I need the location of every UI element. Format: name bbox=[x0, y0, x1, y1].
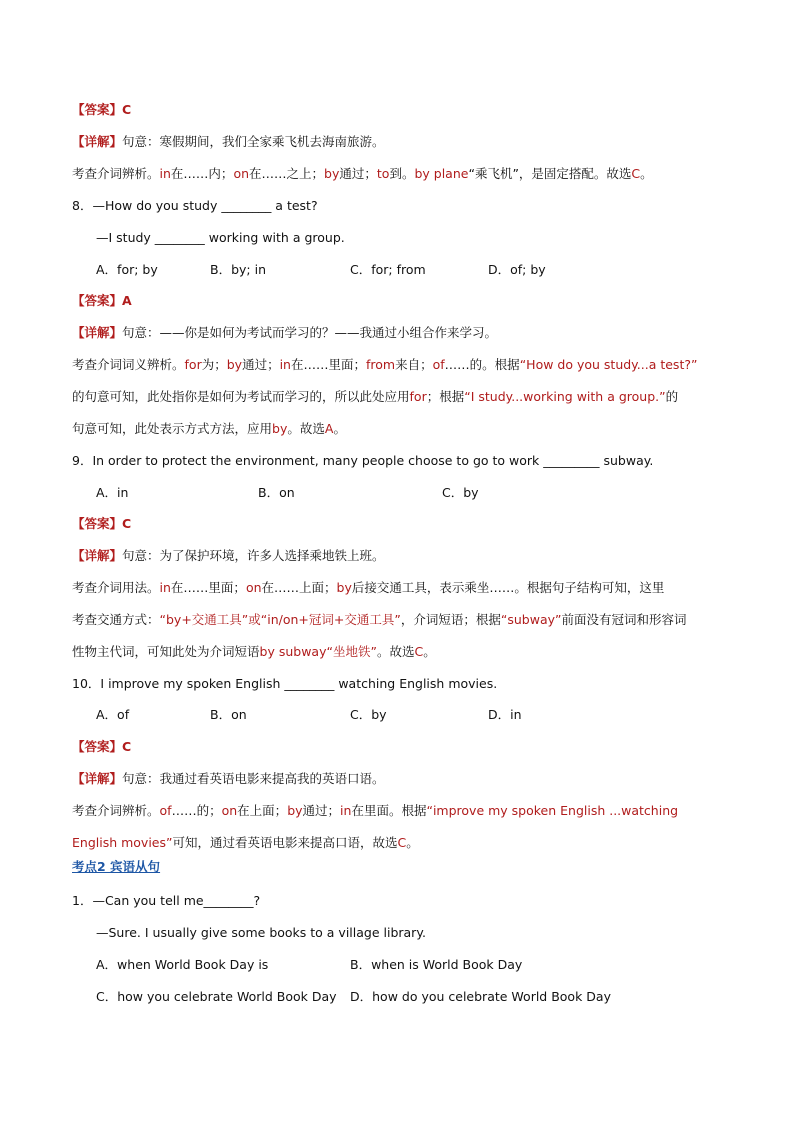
analysis-text: 为； bbox=[201, 357, 227, 372]
analysis-text: 考查交通方式： bbox=[72, 612, 160, 627]
q9-stem: 9．In order to protect the environment, many people choose to go to work _________ subway. bbox=[72, 453, 654, 468]
q10-analysis-line-1 bbox=[72, 802, 678, 820]
analysis-text: 在……上面； bbox=[261, 580, 337, 595]
keyword: by bbox=[287, 803, 303, 818]
keyword: on bbox=[233, 166, 250, 181]
analysis-text: 后接交通工具，表示乘坐……。根据句子结构可知，这里 bbox=[351, 580, 665, 595]
q8-stem: 8．—How do you study ________ a test? bbox=[72, 198, 318, 213]
keyword: in bbox=[159, 166, 171, 181]
keyword: “by+交通工具”或“in/on+冠词+交通工具” bbox=[159, 612, 401, 627]
keyword: A bbox=[324, 421, 334, 436]
s2q1-option-c: C．how you celebrate World Book Day bbox=[96, 989, 337, 1004]
analysis-text: 。 bbox=[406, 835, 419, 850]
q9-analysis-line-3 bbox=[72, 643, 436, 661]
analysis-text: 在……之上； bbox=[249, 166, 325, 181]
q9-option-b: B．on bbox=[258, 485, 295, 500]
analysis-text: ；根据 bbox=[426, 389, 465, 404]
keyword: for bbox=[184, 357, 202, 372]
q8-detail-line bbox=[72, 324, 497, 342]
q9-analysis-line-2 bbox=[72, 611, 687, 629]
analysis-text: 。故选 bbox=[287, 421, 325, 436]
analysis-text: 在……里面； bbox=[290, 357, 366, 372]
q10-option-b: B．on bbox=[210, 707, 247, 722]
keyword: by bbox=[324, 166, 340, 181]
keyword: English movies” bbox=[72, 835, 173, 850]
analysis-text: 的 bbox=[665, 389, 679, 404]
keyword: by bbox=[336, 580, 352, 595]
q8-option-b: B．by; in bbox=[210, 262, 266, 277]
keyword: C bbox=[414, 644, 424, 659]
meaning-text: 句意：——你是如何为考试而学习的？——我通过小组合作来学习。 bbox=[122, 325, 498, 340]
analysis-text: 的句意可知，此处指你是如何为考试而学习的，所以此处应用 bbox=[72, 389, 410, 404]
answer-tag: 【答案】 bbox=[72, 293, 123, 308]
detail-tag: 【详解】 bbox=[72, 548, 123, 563]
answer-tag: 【答案】 bbox=[72, 102, 123, 117]
analysis-text: 通过； bbox=[339, 166, 377, 181]
q9-analysis-line-1 bbox=[72, 579, 664, 597]
analysis-text: 通过； bbox=[302, 803, 341, 818]
keyword: for bbox=[409, 389, 427, 404]
detail-tag: 【详解】 bbox=[72, 325, 123, 340]
q8-option-d: D．of; by bbox=[488, 262, 546, 277]
q7-analysis-line bbox=[72, 165, 653, 183]
meaning-text: 句意：我通过看英语电影来提高我的英语口语。 bbox=[122, 771, 385, 786]
keyword: by bbox=[272, 421, 288, 436]
keyword: in bbox=[159, 580, 171, 595]
q9-option-c: C．by bbox=[442, 485, 479, 500]
detail-tag: 【详解】 bbox=[72, 771, 123, 786]
s2q1-option-b: B．when is World Book Day bbox=[350, 957, 523, 972]
section-heading: 考点2 宾语从句 bbox=[72, 859, 161, 874]
analysis-text: 句意可知，此处表示方式方法，应用 bbox=[72, 421, 273, 436]
q10-option-a: A．of bbox=[96, 707, 130, 722]
keyword: in bbox=[340, 803, 352, 818]
analysis-text: 。 bbox=[423, 644, 436, 659]
analysis-text: “乘飞机”，是固定搭配。故选 bbox=[468, 166, 632, 181]
q7-detail-line bbox=[72, 133, 385, 151]
answer-value: A bbox=[122, 293, 132, 308]
s2q1-stem: 1．—Can you tell me________? bbox=[72, 893, 261, 908]
answer-value: C bbox=[122, 739, 132, 754]
q8-answer-line bbox=[72, 292, 132, 310]
q10-stem: 10．I improve my spoken English ________ watching English movies. bbox=[72, 676, 498, 691]
keyword: from bbox=[366, 357, 396, 372]
answer-tag: 【答案】 bbox=[72, 516, 123, 531]
q9-detail-line bbox=[72, 547, 385, 565]
analysis-text: 。 bbox=[333, 421, 346, 436]
analysis-text: ……的。根据 bbox=[444, 357, 520, 372]
keyword: C bbox=[631, 166, 641, 181]
analysis-text: 在上面； bbox=[237, 803, 288, 818]
meaning-text: 句意：寒假期间，我们全家乘飞机去海南旅游。 bbox=[122, 134, 385, 149]
analysis-text: 考查介词辨析。 bbox=[72, 803, 160, 818]
analysis-text: 到。 bbox=[389, 166, 415, 181]
analysis-text: 来自； bbox=[395, 357, 433, 372]
analysis-text: ，介词短语；根据 bbox=[400, 612, 501, 627]
keyword: on bbox=[245, 580, 262, 595]
analysis-text: 考查介词辨析。 bbox=[72, 166, 160, 181]
keyword: “improve my spoken English ...watching bbox=[426, 803, 679, 818]
q9-answer-line bbox=[72, 515, 131, 533]
analysis-text: 通过； bbox=[242, 357, 280, 372]
answer-value: C bbox=[122, 102, 132, 117]
analysis-text: 。故选 bbox=[376, 644, 415, 659]
q8-option-c: C．for; from bbox=[350, 262, 426, 277]
q9-option-a: A．in bbox=[96, 485, 129, 500]
q8-analysis-line-3 bbox=[72, 420, 346, 438]
q10-option-c: C．by bbox=[350, 707, 387, 722]
keyword: by bbox=[226, 357, 243, 372]
analysis-text: 前面没有冠词和形容词 bbox=[561, 612, 687, 627]
keyword: “subway” bbox=[500, 612, 562, 627]
keyword: to bbox=[376, 166, 390, 181]
analysis-text: 在……里面； bbox=[170, 580, 246, 595]
keyword: of bbox=[159, 803, 172, 818]
analysis-text: 考查介词用法。 bbox=[72, 580, 160, 595]
analysis-text: 可知，通过看英语电影来提高口语，故选 bbox=[172, 835, 398, 850]
q8-stem-reply: —I study ________ working with a group. bbox=[96, 230, 345, 245]
s2q1-stem-reply: —Sure. I usually give some books to a village library. bbox=[96, 925, 426, 940]
keyword: in bbox=[279, 357, 291, 372]
q10-answer-line bbox=[72, 738, 131, 756]
answer-value: C bbox=[122, 516, 132, 531]
analysis-text: 。 bbox=[640, 166, 653, 181]
analysis-text: 在……内； bbox=[170, 166, 234, 181]
q8-analysis-line-2 bbox=[72, 388, 678, 406]
q8-analysis-line-1 bbox=[72, 356, 697, 374]
keyword: “How do you study...a test?” bbox=[519, 357, 698, 372]
keyword: “I study...working with a group.” bbox=[464, 389, 666, 404]
s2q1-option-a: A．when World Book Day is bbox=[96, 957, 269, 972]
analysis-text: ……的； bbox=[171, 803, 222, 818]
keyword: by plane bbox=[414, 166, 469, 181]
analysis-text: 性物主代词，可知此处为介词短语 bbox=[72, 644, 260, 659]
q10-analysis-line-2 bbox=[72, 834, 419, 852]
q8-option-a: A．for; by bbox=[96, 262, 158, 277]
answer-tag: 【答案】 bbox=[72, 739, 123, 754]
q10-option-d: D．in bbox=[488, 707, 522, 722]
keyword: of bbox=[432, 357, 445, 372]
keyword: by subway“坐地铁” bbox=[259, 644, 377, 659]
q7-answer-line bbox=[72, 101, 131, 119]
meaning-text: 句意：为了保护环境，许多人选择乘地铁上班。 bbox=[122, 548, 385, 563]
analysis-text: 考查介词词义辨析。 bbox=[72, 357, 185, 372]
s2q1-option-d: D．how do you celebrate World Book Day bbox=[350, 989, 611, 1004]
analysis-text: 在里面。根据 bbox=[351, 803, 427, 818]
keyword: C bbox=[397, 835, 407, 850]
q10-detail-line bbox=[72, 770, 385, 788]
keyword: on bbox=[221, 803, 238, 818]
detail-tag: 【详解】 bbox=[72, 134, 123, 149]
